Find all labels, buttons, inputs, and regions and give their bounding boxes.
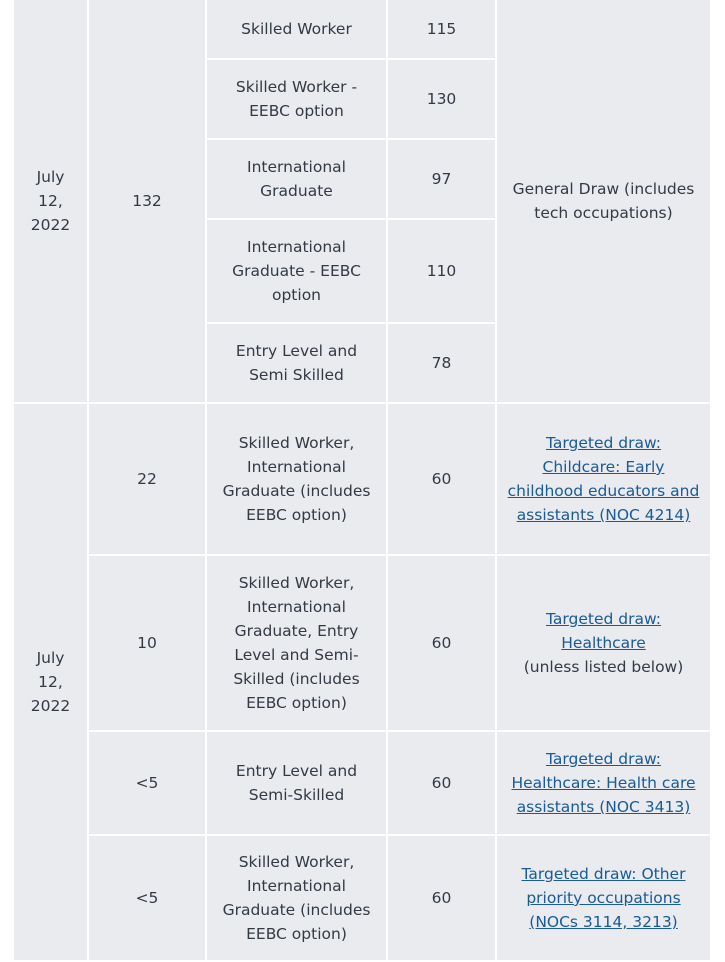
invitations-count: 10 xyxy=(137,634,157,652)
targeted-draw-link[interactable]: Targeted draw: Healthcare: Health care assistants (NOC 3413) xyxy=(511,750,696,816)
score-cell xyxy=(387,555,496,731)
table-row xyxy=(13,731,711,835)
invitations-cell xyxy=(88,0,206,403)
draw-date-cell xyxy=(13,0,88,403)
stream-name: Skilled Worker, International Graduate, Entry Level and Semi-Skilled (includes EEBC option) xyxy=(233,574,360,712)
score-cell xyxy=(387,403,496,555)
draw-note-qualifier: (unless listed below) xyxy=(523,658,684,676)
score-cell xyxy=(387,731,496,835)
stream-cell xyxy=(206,219,387,323)
stream-name: Entry Level and Semi-Skilled xyxy=(235,762,358,804)
minimum-score: 110 xyxy=(426,262,457,280)
notes-cell xyxy=(496,403,711,555)
stream-name: Skilled Worker, International Graduate (includes EEBC option) xyxy=(222,434,371,524)
table-row xyxy=(13,555,711,731)
stream-cell xyxy=(206,323,387,403)
stream-cell xyxy=(206,731,387,835)
targeted-draw-link[interactable]: Targeted draw: Other priority occupations (NOCs 3114, 3213) xyxy=(521,865,686,931)
table-row xyxy=(13,835,711,961)
invitations-count: <5 xyxy=(135,889,159,907)
minimum-score: 60 xyxy=(431,470,452,488)
invitations-cell xyxy=(88,555,206,731)
notes-cell xyxy=(496,835,711,961)
stream-cell xyxy=(206,0,387,59)
score-cell xyxy=(387,0,496,59)
stream-name: Skilled Worker - EEBC option xyxy=(235,78,358,120)
stream-name: International Graduate xyxy=(247,158,346,200)
notes-cell xyxy=(496,731,711,835)
stream-name: Skilled Worker, International Graduate (includes EEBC option) xyxy=(222,853,371,943)
draw-date-cell xyxy=(13,403,88,961)
draw-results-table xyxy=(12,0,712,962)
invitations-count: 132 xyxy=(132,192,162,210)
stream-name: Entry Level and Semi Skilled xyxy=(235,342,358,384)
score-cell xyxy=(387,59,496,139)
minimum-score: 97 xyxy=(431,170,452,188)
score-cell xyxy=(387,323,496,403)
minimum-score: 60 xyxy=(431,634,452,652)
draw-date: July 12, 2022 xyxy=(30,168,71,234)
draw-notes: General Draw (includes tech occupations) xyxy=(512,180,695,222)
minimum-score: 130 xyxy=(426,90,457,108)
stream-cell xyxy=(206,139,387,219)
invitations-cell xyxy=(88,403,206,555)
minimum-score: 78 xyxy=(431,354,452,372)
invitations-count: 22 xyxy=(137,470,157,488)
stream-name: Skilled Worker xyxy=(241,20,352,38)
minimum-score: 60 xyxy=(431,774,452,792)
minimum-score: 60 xyxy=(431,889,452,907)
minimum-score: 115 xyxy=(426,20,457,38)
notes-cell xyxy=(496,555,711,731)
score-cell xyxy=(387,139,496,219)
stream-cell xyxy=(206,403,387,555)
stream-cell xyxy=(206,555,387,731)
score-cell xyxy=(387,219,496,323)
targeted-draw-link[interactable]: Targeted draw: Childcare: Early childhood educators and assistants (NOC 4214) xyxy=(507,434,700,524)
invitations-count: <5 xyxy=(135,774,159,792)
score-cell xyxy=(387,835,496,961)
table-row xyxy=(13,0,711,59)
notes-cell xyxy=(496,0,711,403)
targeted-draw-link[interactable]: Targeted draw: Healthcare xyxy=(545,610,662,652)
stream-cell xyxy=(206,59,387,139)
stream-name: International Graduate - EEBC option xyxy=(232,238,361,304)
invitations-cell xyxy=(88,731,206,835)
table-row xyxy=(13,403,711,555)
invitations-cell xyxy=(88,835,206,961)
stream-cell xyxy=(206,835,387,961)
draw-date: July 12, 2022 xyxy=(30,649,71,715)
